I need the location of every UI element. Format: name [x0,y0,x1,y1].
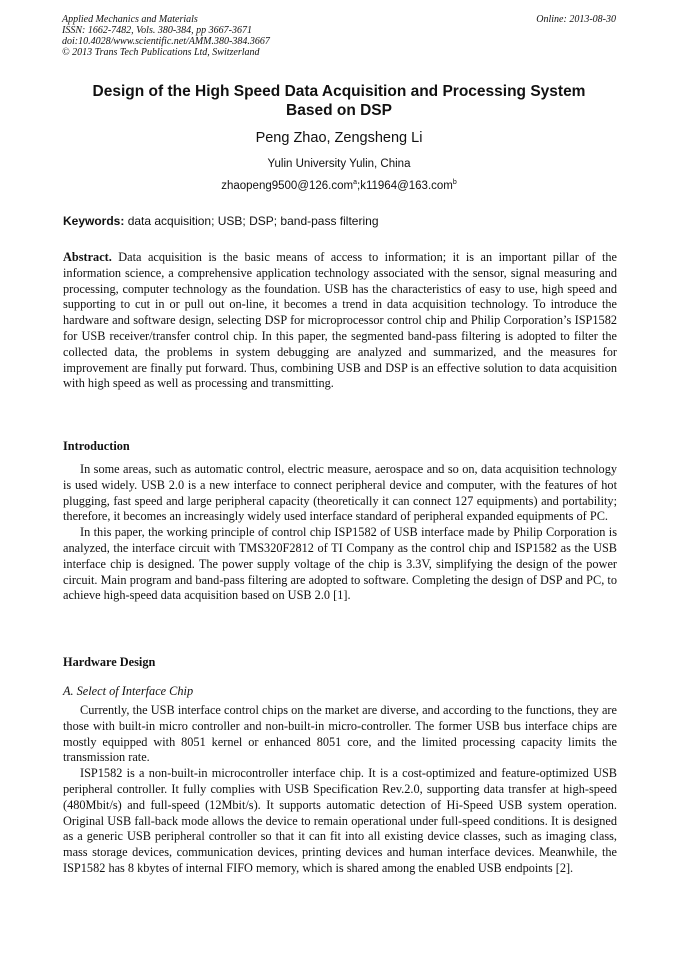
copyright-line: © 2013 Trans Tech Publications Ltd, Switzerland [62,47,260,58]
doi-line: doi:10.4028/www.scientific.net/AMM.380-384.3667 [62,36,270,47]
keywords-label: Keywords: [63,214,125,228]
abstract-text: Data acquisition is the basic means of access to information; it is an important pillar of the information science, a comprehensive application technology associated with the sensor, signal measuring and processing, computer technology as the foundation. USB has the characteristics of easy to use, high speed and supporting to cut in or pull out on-line, it becomes a trend in data acquisition technology. To introduce the hardware and software design, selecting DSP for microprocessor control chip and Philip Corporation’s ISP1582 for USB receiver/transfer control chip. In this paper, the segmented band-pass filtering is adopted to filter the collected data, the problems in system debugging are analyzed and summarized, and the measures for improvement are finally put forward. Thus, combining USB and DSP is an effective solution to data acquisition with high speed as well as processing and transmitting. [63,250,617,391]
paper-title [62,82,616,120]
email-a-marker: a [353,179,358,186]
author-emails [62,179,616,192]
affiliation: Yulin University Yulin, China [267,158,411,170]
authors: Peng Zhao, Zengsheng Li [255,130,423,146]
hardware-paragraph-2: ISP1582 is a non-built-in microcontroller interface chip. It is a cost-optimized and feature-optimized USB peripheral controller. It fully complies with USB Specification Rev.2.0, supporting data transfer at high-speed (480Mbit/s) and full-speed (12Mbit/s). It supports automatic detection of Hi-Speed USB system operation. Original USB fall-back mode allows the device to remain operational under full-speed conditions. It is designed as a generic USB peripheral controller so that it can fit into all existing device classes, such as imaging class, mass storage devices, communication devices, printing devices and human interface devices. Meanwhile, the ISP1582 has 8 kbytes of internal FIFO memory, which is shared among the enabled USB endpoints [2]. [63,766,617,875]
email-b: ;k11964@163.com [357,179,453,192]
hardware-design-heading: Hardware Design [63,655,156,669]
introduction-body [63,462,617,604]
hardware-paragraph-1: Currently, the USB interface control chips on the market are diverse, and according to the functions, they are those with built-in micro controller and non-built-in micro-controller. The former USB bus interface chips are mostly equipped with 8051 kernel or enhanced 8051 core, and the limited processing capacity limits the transmission rate. [63,703,617,765]
subsection-a-heading: A. Select of Interface Chip [63,684,194,698]
intro-paragraph-1: In some areas, such as automatic control, electric measure, aerospace and so on, data acquisition technology is used widely. USB 2.0 is a new interface to connect peripheral device and computer, with the features of hot plugging, fast speed and large peripheral capacity (theoretically it can connect 127 equipments) and portability; therefore, it becomes an increasingly widely used interface standard of peripheral expanded equipments of PC. [63,462,617,524]
title-line-2: Based on DSP [286,102,392,119]
journal-name: Applied Mechanics and Materials [62,14,198,25]
intro-paragraph-2: In this paper, the working principle of control chip ISP1582 of USB interface made by Philip Corporation is analyzed, the interface circuit with TMS320F2812 of TI Company as the control chip and ISP1582 as the USB interface chip is designed. The power supply voltage of the chip is 3.3V, simplifying the design of the power circuit. Main program and band-pass filtering are adopted to software. Completing the design of DSP and PC, to achieve high-speed data acquisition based on USB 2.0 [1]. [63,525,617,603]
title-line-1: Design of the High Speed Data Acquisition and Processing System [92,83,586,100]
keywords-text: data acquisition; USB; DSP; band-pass filtering [124,214,379,228]
keywords [63,214,617,228]
hardware-design-body [63,703,617,877]
introduction-heading: Introduction [63,439,130,453]
email-a: zhaopeng9500@126.com [221,179,354,192]
abstract [63,250,617,392]
online-date: Online: 2013-08-30 [536,14,616,25]
email-b-marker: b [452,179,457,186]
issn-line: ISSN: 1662-7482, Vols. 380-384, pp 3667-3671 [62,25,252,36]
running-header [62,14,616,58]
abstract-label: Abstract. [63,250,112,264]
